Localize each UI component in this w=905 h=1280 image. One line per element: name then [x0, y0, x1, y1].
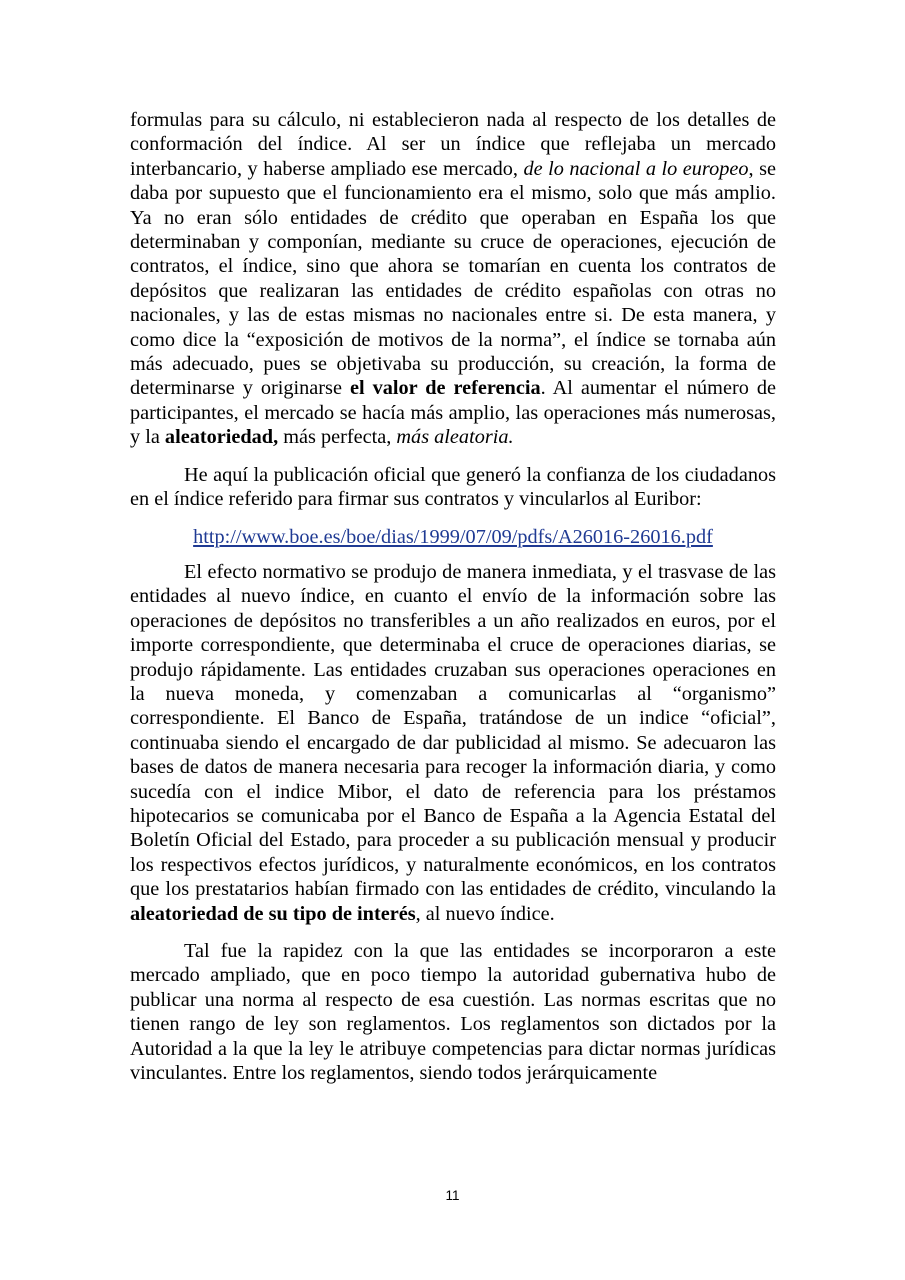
- paragraph-1-text: más perfecta,: [278, 426, 397, 449]
- paragraph-1-text: formulas para su cálculo, ni establecieron nada al respecto de los detalles de conformación del índice. Al ser un índice que reflejaba un mercado interbancario, y haberse ampliado ese mercado,: [130, 109, 776, 180]
- paragraph-2: He aquí la publicación oficial que generó la confianza de los ciudadanos en el índice referido para firmar sus contratos y vincularlos al Euribor:: [130, 463, 776, 511]
- paragraph-3-text: , al nuevo índice.: [415, 902, 555, 925]
- paragraph-3: [130, 560, 776, 926]
- paragraph-1-italic-phrase: de lo nacional a lo europeo: [523, 157, 749, 180]
- paragraph-3-bold-phrase: aleatoriedad de su tipo de interés: [130, 902, 416, 925]
- paragraph-1-bold-phrase: el valor de referencia: [349, 377, 541, 400]
- boe-pdf-link[interactable]: http://www.boe.es/boe/dias/1999/07/09/pdfs/A26016-26016.pdf: [193, 525, 713, 548]
- paragraph-1-bold-word: aleatoriedad,: [164, 426, 279, 449]
- paragraph-1-text: , se daba por supuesto que el funcionamiento era el mismo, solo que más amplio. Ya no eran sólo entidades de crédito que operaban en España los que determinaban y componían, mediante su cruce de operaciones, ejecución de contratos, el índice, sino que ahora se tomarían en cuenta los contratos de depósitos que realizaran las entidades de crédito españolas con otras no nacionales, y las de estas mismas no nacionales entre si. De esta manera, y como dice la “exposición de motivos de la norma”, el índice se tornaba aún más adecuado, pues se objetivaba su producción, su creación, la forma de determinarse y originarse: [130, 157, 776, 400]
- paragraph-4: Tal fue la rapidez con la que las entidades se incorporaron a este mercado ampliado, que en poco tiempo la autoridad gubernativa hubo de publicar una norma al respecto de esa cuestión. Las normas escritas que no tienen rango de ley son reglamentos. Los reglamentos son dictados por la Autoridad a la que la ley le atribuye competencias para dictar normas jurídicas vinculantes. Entre los reglamentos, siendo todos jerárquicamente: [130, 940, 776, 1085]
- paragraph-1: [130, 108, 776, 450]
- paragraph-3-text: El efecto normativo se produjo de manera inmediata, y el trasvase de las entidades al nuevo índice, en cuanto el envío de la información sobre las operaciones de depósitos no transferibles a un año realizados en euros, por el importe correspondiente, que determinaba el cruce de operaciones diarias, se produjo rápidamente. Las entidades cruzaban sus operaciones operaciones en la nueva moneda, y comenzaban a comunicarlas al “organismo” correspondiente. El Banco de España, tratándose de un indice “oficial”, continuaba siendo el encargado de dar publicidad al mismo. Se adecuaron las bases de datos de manera necesaria para recoger la información diaria, y como sucedía con el indice Mibor, el dato de referencia para los préstamos hipotecarios se comunicaba por el Banco de España a la Agencia Estatal del Boletín Oficial del Estado, para proceder a su publicación mensual y producir los respectivos efectos jurídicos, y naturalmente económicos, en los contratos que los prestatarios habían firmado con las entidades de crédito, vinculando la: [130, 560, 776, 901]
- link-paragraph: [130, 525, 776, 549]
- page-number: 11: [445, 1188, 460, 1203]
- document-body: [130, 108, 776, 1098]
- paragraph-1-text: . Al aumentar el número de participantes, el mercado se hacía más amplio, las operaciones más numerosas, y la: [130, 377, 776, 449]
- paragraph-1-italic-ending: más aleatoria.: [396, 426, 514, 449]
